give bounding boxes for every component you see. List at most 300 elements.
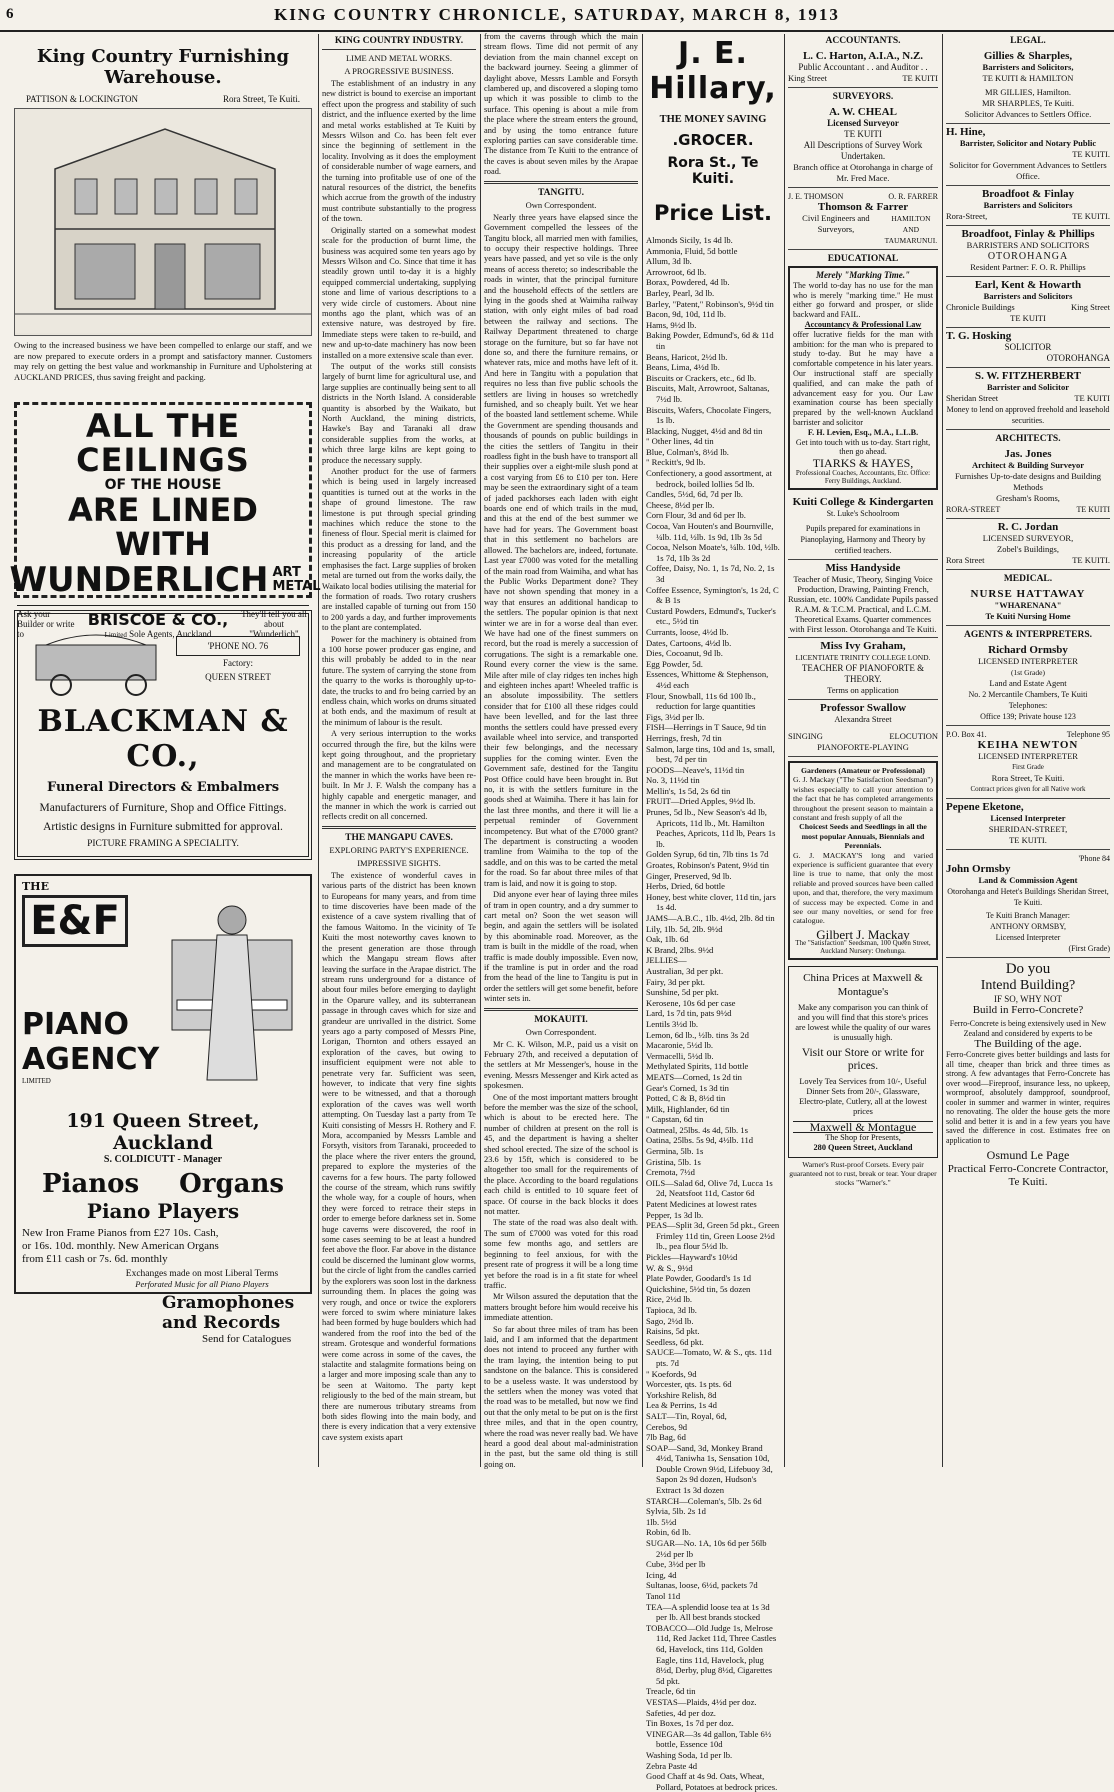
agency-word: AGENCY: [22, 1042, 160, 1077]
accountants-heading: ACCOUNTANTS.: [825, 36, 901, 46]
newspaper-title: KING COUNTRY CHRONICLE, SATURDAY, MARCH 8, 1913: [274, 5, 840, 24]
eketone-street: SHERIDAN-STREET,: [988, 824, 1068, 834]
price-list-item: Washing Soda, 1d per lb.: [646, 1749, 733, 1760]
price-list-item: Cerebos, 9d: [646, 1421, 688, 1432]
nursing-home: Te Kuiti Nursing Home: [985, 611, 1071, 621]
piano-manager: S. COLDICUTT - Manager: [103, 1154, 223, 1165]
jones-text: Furnishes Up-to-date designs and Building Methods: [955, 471, 1101, 492]
price-list-item: Custard Powders, Edmund's, Tucker's etc., 5½d tin: [646, 605, 776, 627]
price-list-item: Zebra Paste 4d: [646, 1760, 698, 1771]
architects-heading: ARCHITECTS.: [995, 434, 1061, 444]
bfp-name: Broadfoot, Finlay & Phillips: [961, 228, 1095, 240]
price-list-item: Ginger, Preserved, 9d lb.: [646, 870, 732, 881]
medical-heading: MEDICAL.: [1003, 574, 1053, 584]
cheal-role: Licensed Surveyor: [827, 118, 899, 128]
price-list-item: Mellin's, 1s 5d, 2s 6d tin: [646, 785, 731, 796]
article-paragraph: So far about three miles of tram has been laid, and I am informed that the department does not intend to proceed any further with the tram laying, the intention being to put sandstone on the balance. This is considered to be a useless waste. It was understood by the settlers when the money was voted that the road was to be metalled, but now we find out that the only metal to be put on is the first three miles, and that in the open country, where the road was never really bad. We have heard a good deal about mal-administration in the past, but the same old thing is still going on.: [484, 1324, 638, 1469]
price-list-item: Cheese, 8½d per lb.: [646, 499, 715, 510]
price-list-item: Honey, best white clover, 11d tin, jars 1s 4d.: [646, 891, 776, 913]
article-paragraph: Mr Wilson assured the deputation that the matters brought before him would receive his immediate attention.: [484, 1292, 638, 1323]
broadfoot-street: Rora-Street,: [946, 211, 988, 221]
column-2-articles: [322, 32, 476, 1469]
price-list-item: Lily, 1lb. 5d, 2lb. 9½d: [646, 923, 723, 934]
mokauiti-body: [484, 1040, 638, 1471]
branch-grade: (First Grade): [1068, 944, 1110, 953]
fc-text2: Ferro-Concrete gives better buildings and lasts for all time, cheaper than brick and three times as strong. A few advantages that Ferro-Concrete has over wood—Fireproof, insurance less, no upkeep, wormproof, absolutely dampproof, soundproof, cooler in summer and warmer in winter, requires no renovating. The older the house gets the more solid and better it is and in a few years you have saved the difference in cost. Estimates free on application to: [946, 1050, 1110, 1145]
price-list-item: Kerosene, 10s 6d per case: [646, 997, 736, 1008]
john-addr: Otorohanga and Hetet's Buildings Sheridan Street, Te Kuiti.: [947, 887, 1109, 907]
column-4-price-list: [646, 32, 780, 1792]
column-6-legal: [946, 32, 1110, 1469]
jones-town: TE KUITI: [1076, 505, 1110, 514]
article-paragraph: A very serious interruption to the works occurred through the fire, but the kilns were kept going throughout, and the proprietary and management are to be congratulated on the manner in which the works have been re-built. In Mr J. F. Walsh the company has a highly capable and energetic manager, and the manner in which the work is carried out reflects credit on all concerned.: [322, 729, 476, 822]
wunderlich-line1: ALL THE CEILINGS: [76, 407, 250, 479]
mokauiti-title: MOKAUITI.: [534, 1014, 588, 1025]
wunderlich-ad: [9, 402, 321, 639]
price-list-item: 7lb Bag, 6d: [646, 1432, 686, 1443]
price-list-item: Barley, Pearl, 3d lb.: [646, 287, 715, 298]
price-list-item: Egg Powder, 5d.: [646, 658, 703, 669]
gardeners-text: G. J. Mackay ("The Satisfaction Seedsman") wishes especially to call your attention to the fact that he has completed arrangements throughout the present season to maintain a constant and fresh supply of all the: [793, 775, 933, 822]
price-list-item: Cocoa, Nelson Moate's, ¼lb. 10d, ½lb. 1s 7d, 1lb 3s 2d: [646, 542, 780, 563]
column-rule: [942, 34, 943, 1467]
price-list-item: Sylvia, 5lb. 2s 1d: [646, 1506, 706, 1517]
piano-the: THE: [22, 880, 49, 893]
article-paragraph: Another product for the use of farmers which is being used in largely increased quantities is turned out at the works in the shape of ground limestone. The raw limestone is put through special grinding machines which reduce the stone to the fineness of flour. Special merit is claimed for this product as a dressing for land, and the increasing popularity of the article emphasises the fact. Large supplies of broken metal are turned out from the works daily, the Waikato local bodies utilising the material for the formation of roads. Two rotary crushers are installed capable of turning out from 150 to 200 yards a day, and further improvements to the plant are contemplated.: [322, 467, 476, 633]
price-list-item: Gristina, 5lb. 1s: [646, 1156, 701, 1167]
price-list-item: Cremota, 7½d: [646, 1167, 695, 1178]
column-rule: [784, 34, 785, 1467]
industry-body: [322, 79, 476, 823]
price-list-item: Herrings, fresh, 7d tin: [646, 732, 722, 743]
blackman-ad: [14, 610, 312, 860]
wunderlich-tell: They'll tell you all about "Wunderlich": [241, 609, 307, 639]
bfp-role: BARRISTERS AND SOLICITORS: [966, 240, 1090, 250]
price-list-item: Borax, Powdered, 4d lb.: [646, 277, 730, 288]
masthead: [0, 0, 1114, 32]
fitz-money: Money to lend on approved freehold and leasehold securities.: [946, 405, 1110, 425]
china-text: Make any comparison you can think of and you will find that this store's prices are lowest while the quality of our wares is unusually high.: [795, 1003, 931, 1043]
price-list-item: Arrowroot, 6d lb.: [646, 266, 707, 277]
price-list-item: FRUIT—Dried Apples, 9½d lb.: [646, 796, 756, 807]
price-list-item: Yorkshire Relish, 8d: [646, 1389, 717, 1400]
furnishing-title: King Country Furnishing Warehouse.: [36, 46, 290, 88]
price-list-item: Confectionery, a good assortment, at bedrock, boiled lollies 5d lb.: [646, 468, 772, 489]
maxwell-ad: [788, 966, 938, 1158]
jones-rooms: Gresham's Rooms,: [996, 493, 1060, 503]
article-paragraph: Mr C. K. Wilson, M.P., paid us a visit on February 27th, and received a deputation of the settlers at Mr Messenger's, house in the evening. Messrs Messenger and Kirk acted as spokesmen.: [484, 1039, 638, 1091]
price-list-item: Gear's Corned, 1s 3d tin: [646, 1082, 729, 1093]
price-list-item: Icing, 4d: [646, 1569, 677, 1580]
warehouse-illustration: [14, 108, 312, 336]
newton-grade: First Grade: [1012, 763, 1044, 771]
industry-sub1: LIME AND METAL WORKS.: [345, 53, 453, 63]
educational-heading: EDUCATIONAL: [827, 254, 899, 264]
column-rule: [318, 34, 319, 1467]
column-3-articles: [484, 32, 638, 1469]
piano-catalogues: Send for Catalogues: [202, 1333, 292, 1345]
st-lukes: St. Luke's Schoolroom: [826, 508, 900, 518]
ekh-name: Earl, Kent & Howarth: [974, 279, 1082, 291]
price-list-item: Herbs, Dried, 6d bottle: [646, 881, 725, 892]
piano-players: Piano Players: [86, 1199, 240, 1223]
price-list-item: Lard, 1s 7d tin, pats 9½d: [646, 1008, 732, 1019]
price-list-item: Methylated Spirits, 11d bottle: [646, 1061, 749, 1072]
price-list-item: Hams, 9½d lb.: [646, 319, 697, 330]
price-list-item: Rice, 2½d lb.: [646, 1294, 693, 1305]
maxwell-sub: The Shop for Presents,: [825, 1133, 901, 1143]
college-pupils: Pupils prepared for examinations in Pianoplaying, Harmony and Theory by certified teachers.: [800, 523, 926, 555]
hosking-town: OTOROHANGA: [1046, 353, 1110, 363]
price-list-item: SOAP—Sand, 3d, Monkey Brand 4½d, Taniwha 1s, Sensation 10d, Double Crown 9½d, Lifebuoy 3d, Sapon 2s 9d dozen, Hudson's Extract 1s 3d dozen: [646, 1442, 773, 1496]
gillies-role: Barristers and Solicitors,: [982, 62, 1074, 72]
price-list-item: SAUCE—Tomato, W. & S., qts. 11d pts. 7d: [646, 1347, 772, 1368]
bfp-partner: Resident Partner: F. O. R. Phillips: [970, 262, 1086, 272]
column-5-directory: [788, 32, 938, 1469]
price-list-item: TOBACCO—Old Judge 1s, Melrose 11d, Red Jacket 11d, Three Castles 6d, Havelock, tins 11d, Golden Eagle, tins 11d, Havelock, plug 8½d, Derby, plug 8½d, Cigarettes 5d pkt.: [646, 1622, 777, 1686]
industry-title: KING COUNTRY INDUSTRY.: [334, 36, 464, 46]
branch-name: ANTHONY ORMSBY,: [989, 922, 1066, 931]
marking-title: Merely "Marking Time.": [816, 270, 910, 280]
wunderlich-brand: WUNDERLICH: [9, 560, 269, 600]
cheal-name: A. W. CHEAL: [829, 106, 897, 118]
article-paragraph: The existence of wonderful caves in various parts of the district has been known to Europeans for many years, and from time to time discoveries have been made of the existence of a cave system rivalling that of the famous Waitomo. In the vicinity of Te Kuiti the most noteworthy caves known to the present generation are those through which the Mangapu stream flows after leaving the surface in the Arapae district. The stream runs underground for a distance of about four miles before emerging to daylight in the Oparure valley, and its subterranean passage in through caves which for size and grandeur are unrivalled in the district. Some years ago a party composed of Messrs Pine, Lorigan, Thornton and others essayed an exploration of the caves, but owing to insufficient equipment were not able to penetrate very far. Sufficient was seen, however, to indicate that very fine sights were to be witnessed, and that a thorough exploration of the caves was well worth attempting. On Tuesday last a party from Te Kuiti consisting of Messrs H. Rothery and F. Mora, accompanied by Messrs Lamble and Forsyth, visitors from Taranaki, proceeded to the place where the river enters the ground, prepared to explore the mysteries of the caverns for a few hours. The party followed the course of the stream, which runs swiftly the whole way, for a couple of hours, when they were forced to retrace their steps in order to emerge before darkness set in. Some huge caverns were discovered, the roof in some cases seeming to be at least a hundred feet above the floor. Far above in the distance could be discerned the luminant glow worms, but the circle of light from the candles carried by the explorers was soon lost in the darkness surrounding them. In places the going was very rough, and once or twice the explorers were forced to swim where miniature lakes had been formed by huge boulders which had wandered from the roof into the bed of the stream. Grotesque and wonderful formations were come across in some of the caves, the stalactite and stalagmite formations being on a larger and more imposing scale than any to be seen at Waitomo. The party kept religiously to the bed of the main stream, but there are numerous tributary streams from both sides flowing into the main body, and there is every indication that a very extensive cave system exists apart: [322, 870, 476, 1442]
price-list-item: STARCH—Coleman's, 5lb. 2s 6d: [646, 1495, 762, 1506]
price-list-item: Robin, 6d lb.: [646, 1527, 691, 1538]
tf-name: Thomson & Farrer: [817, 201, 909, 213]
organs-word: Organs: [179, 1169, 285, 1199]
ef-logo: E&F: [22, 895, 128, 947]
piano-exchanges: Exchanges made on most Liberal Terms: [125, 1269, 279, 1279]
piano-music: Perforated Music for all Piano Players: [135, 1279, 269, 1289]
branch-manager: Te Kuiti Branch Manager:: [985, 911, 1071, 920]
china-title: China Prices at Maxwell & Montague's: [803, 972, 923, 999]
price-list-item: JELLIES—: [646, 955, 687, 966]
price-list-item: Salmon, large tins, 10d and 1s, small, best, 7d per tin: [646, 743, 775, 765]
column-rule: [480, 34, 481, 1467]
mokauiti-correspondent: Own Correspondent.: [525, 1026, 597, 1037]
wunderlich-line3: ARE LINED WITH: [68, 491, 258, 563]
ekh-street: King Street: [1071, 302, 1110, 312]
ormsby-role: LICENSED INTERPRETER: [978, 656, 1078, 666]
newton-contract: Contract prices given for all Native work: [970, 785, 1086, 793]
ormsby-tel2: Office 139; Private house 123: [980, 712, 1076, 721]
ormsby-name: Richard Ormsby: [988, 644, 1068, 656]
swallow-singing: SINGING: [788, 730, 823, 741]
price-list-item: VINEGAR—3s 4d gallon, Table 6½ bottle, Essence 10d: [646, 1728, 772, 1750]
price-list-item: Oatina, 25lbs. 5s 9d, 4½lb. 11d: [646, 1135, 754, 1146]
price-list-item: Biscuits, Malt, Arrowroot, Saltanas, 7½d lb.: [646, 383, 770, 404]
price-list-item: Allum, 3d lb.: [646, 256, 692, 267]
price-list-item: Bacon, 9d, 10d, 11d lb.: [646, 309, 726, 320]
price-list-item: Figs, 3½d per lb.: [646, 711, 705, 722]
gillies-line1: MR GILLIES, Hamilton.: [985, 87, 1071, 97]
price-list-item: Tanol 11d: [646, 1591, 681, 1601]
harton-street: King Street: [788, 73, 827, 83]
wunderlich-art-metal: ART METAL: [272, 565, 321, 594]
price-list-item: MEATS—Corned, 1s 2d tin: [646, 1071, 742, 1082]
price-list-item: No. 3, 11½d tin: [646, 775, 700, 786]
tf-role: Civil Engineers and Surveyors,: [802, 213, 870, 234]
broadfoot-town: TE KUITI.: [1072, 211, 1110, 221]
column-1-ads: [9, 32, 321, 1469]
price-list-item: Golden Syrup, 6d tin, 7lb tins 1s 7d: [646, 849, 769, 860]
farrer-name: O. R. FARRER: [888, 192, 938, 201]
do-you: Do you: [1005, 961, 1051, 977]
maxwell-name: Maxwell & Montague: [793, 1121, 933, 1133]
warners-ad: Warner's Rust-proof Corsets. Every pair guaranteed not to rust, break or tear. Your draper stocks "Warner's.": [789, 1160, 937, 1188]
graham-name: Miss Ivy Graham,: [820, 639, 906, 652]
price-list-item: Fairy, 3d per pkt.: [646, 976, 705, 987]
marking-text2: offer lucrative fields for the man with ambition: for the man who is prepared to study to-day. But he may have a comfortable competence in his later years. Our instructional staff are specially qualified, and can make the path of advancement easy for you. Our Law examination course has been specially prepared by the well-known Auckland barrister and solicitor: [793, 329, 933, 427]
gillies-town: TE KUITI & HAMILTON: [982, 73, 1074, 83]
piano-address: 191 Queen Street, Auckland: [66, 1110, 260, 1154]
article-paragraph: The output of the works still consists largely of burnt lime for agricultural use, and large supplies are continually being sent to all districts in the North Island. A considerable quantity is absorbed by the Waikato, but North Auckland, the mining districts, Hawke's Bay and Taranaki all draw considerable supplies from the works, at which three large kilns are kept going to produce the necessary supply.: [322, 361, 476, 465]
fitz-name: S. W. FITZHERBERT: [975, 370, 1081, 382]
price-list-item: Cube, 3½d per lb: [646, 1559, 706, 1570]
mackay-sub: The "Satisfaction" Seedsman, 100 Queen Street, Auckland Nursery: Onehunga.: [795, 939, 931, 956]
price-list-item: Patent Medicines at lowest rates: [646, 1199, 757, 1210]
phone84: 'Phone 84: [1078, 854, 1110, 863]
price-list-item: " Capstan, 6d tin: [646, 1114, 704, 1125]
osmund-role: Practical Ferro-Concrete Contractor, Te Kuiti.: [947, 1163, 1109, 1188]
ekh-role: Barristers and Solicitors: [983, 291, 1073, 301]
hillary-grocer: .GROCER.: [672, 131, 754, 149]
piano-agency-ad: [14, 874, 312, 1345]
tangitu-correspondent: Own Correspondent.: [525, 199, 597, 210]
briscoe-limited: Limited: [104, 630, 127, 639]
price-list-item: Macaronie, 5½d lb.: [646, 1040, 714, 1051]
price-list-item: Tapioca, 3d lb.: [646, 1304, 697, 1315]
furnishing-text: Owing to the increased business we have been compelled to enlarge our staff, and we are now prepared to execute orders in a prompt and satisfactory manner. Customers may rely on getting the best value and workmanship in Furniture and Upholstering at AUCKLAND PRICES, thus saving freight and packing.: [14, 340, 312, 382]
piano-terms: New Iron Frame Pianos from £27 10s. Cash, or 16s. 10d. monthly. New American Organs from £11 cash or 7s. 6d. monthly: [22, 1227, 219, 1265]
tangitu-title: TANGITU.: [537, 187, 584, 198]
fitz-role: Barrister and Solicitor: [987, 382, 1069, 392]
swallow-street: Alexandra Street: [834, 713, 892, 724]
mackay-ad: [788, 761, 938, 960]
price-list-item: Essences, Whittome & Stephenson, 4½d each: [646, 669, 769, 690]
price-list-item: Potted, C & B, 8½d tin: [646, 1093, 726, 1104]
cheal-branch: Branch office at Otorohanga in charge of Mr. Fred Mace.: [793, 162, 933, 183]
marking-person: F. H. Levien, Esq., M.A., L.L.B.: [807, 427, 919, 437]
fitz-street: Sheridan Street: [946, 393, 999, 403]
nurse-name: NURSE HATTAWAY: [970, 588, 1086, 600]
hine-town: TE KUITI.: [1072, 149, 1110, 159]
price-list-item: Sago, 2½d lb.: [646, 1315, 694, 1326]
jones-name: Jas. Jones: [1004, 448, 1052, 460]
tiarks-ad: [788, 266, 938, 490]
price-list-item: Sultanas, loose, 6½d, packets 7d: [646, 1580, 758, 1591]
price-list-title: Price List.: [653, 201, 773, 225]
price-list-item: Seedless, 6d pkt.: [646, 1336, 704, 1347]
eketone-role: Licensed Interpreter: [990, 813, 1066, 823]
piano-limited: LIMITED: [22, 1077, 51, 1085]
wunderlich-line2: OF THE HOUSE: [104, 477, 222, 493]
hine-name: H. Hine,: [946, 126, 986, 138]
fitz-town: TE KUITI: [1074, 393, 1110, 403]
industry-sub2: A PROGRESSIVE BUSINESS.: [344, 66, 454, 76]
caves-title: THE MANGAPU CAVES.: [345, 832, 453, 843]
price-list-item: Lentils 3½d lb.: [646, 1018, 699, 1029]
harton-role: Public Accountant . . and Auditor . .: [798, 62, 928, 72]
legal-heading: LEGAL.: [1010, 36, 1046, 46]
price-list-item: PEAS—Split 3d, Green 5d pkt., Green Frimley 11d tin, Green Loose 2½d lb., pea flour 5½d lb.: [646, 1220, 780, 1252]
furnishing-address: Rora Street, Te Kuiti.: [223, 94, 300, 104]
fc-bold: The Building of the age.: [974, 1038, 1082, 1050]
price-list-item: Dates, Cartoons, 4½d lb.: [646, 637, 732, 648]
price-list-item: Germina, 5lb. 1s: [646, 1146, 704, 1157]
briscoe-sole: Sole Agents, Auckland: [129, 628, 212, 639]
gillies-line2: MR SHARPLES, Te Kuiti.: [981, 98, 1075, 108]
furnishing-ad: [14, 46, 312, 390]
ormsby-grade: (1st Grade): [1011, 668, 1045, 677]
ormsby-land: Land and Estate Agent: [989, 678, 1067, 688]
price-list-item: " Other lines, 4d tin: [646, 436, 714, 447]
article-paragraph: One of the most important matters brought before the member was the size of the school, which is about to be erected here. The number of children at present on the roll is 45, and the department is having a shelter shed school erected. The size of the school is 23.6 by 15ft, which is considered to be altogether too small for the requirements of the place. According to the board regulations each child is entitled to 10 square feet of space. Of course in the back blocks it does not matter.: [484, 1092, 638, 1217]
blackman-funeral: Funeral Directors & Embalmers: [46, 780, 280, 795]
price-list-item: OILS—Salad 6d, Olive 7d, Lucca 1s 2d, Neatsfoot 11d, Castor 6d: [646, 1177, 773, 1199]
price-list-item: Biscuits or Crackers, etc., 6d lb.: [646, 372, 757, 383]
article-paragraph: The state of the road was also dealt with. The sum of £7000 was voted for this road some few months ago, and settlers are beginning to feel anxious, for with the present rate of progress it will be a long time yet before the road is in a fit state for wheel traffic.: [484, 1218, 638, 1290]
marking-text: The world to-day has no use for the man who is merely "marking time." He must either go forward and prosper, or slide backward and FAIL.: [793, 280, 933, 320]
price-list-item: Corn Flour, 3d and 6d per lb.: [646, 510, 746, 521]
price-list-item: Oak, 1lb. 6d: [646, 934, 689, 945]
gillies-name: Gillies & Sharples,: [983, 50, 1073, 62]
column-rule: [642, 34, 643, 1467]
china-visit: Visit our Store or write for prices.: [801, 1047, 925, 1073]
page-number: 6: [6, 6, 14, 22]
caves-sub1: EXPLORING PARTY'S EXPERIENCE.: [329, 844, 469, 855]
price-list-item: Plate Powder, Goodard's 1s 1d: [646, 1273, 752, 1284]
ormsby-addr: No. 2 Mercantile Chambers, Te Kuiti: [968, 690, 1088, 699]
tangitu-body: [484, 213, 638, 1005]
branch-role: Licensed Interpreter: [995, 933, 1061, 942]
price-list-item: FOODS—Neave's, 11½d tin: [646, 764, 745, 775]
newton-name: KEIHA NEWTON: [977, 739, 1079, 751]
harton-town: TE KUITI: [902, 73, 938, 83]
thomson-name: J. E. THOMSON: [788, 192, 844, 201]
price-list-item: W. & S., 9½d: [646, 1262, 693, 1273]
hillary-tagline: THE MONEY SAVING: [659, 114, 767, 125]
ferro-concrete-ad: [946, 961, 1110, 1189]
price-list-item: Raisins, 5d pkt.: [646, 1326, 700, 1337]
newton-role: LICENSED INTERPRETER: [978, 751, 1078, 761]
bfp-town: OTOROHANGA: [987, 251, 1069, 262]
price-list-item: Pepper, 1s 3d lb.: [646, 1209, 704, 1220]
osmund-name: Osmund Le Page: [986, 1148, 1070, 1162]
hosking-role: SOLICITOR: [1004, 342, 1052, 352]
price-list-item: " Reckitt's, 9d lb.: [646, 457, 706, 468]
price-list-item: Groates, Robinson's Patent, 9½d tin: [646, 860, 770, 871]
price-list-item: SALT—Tin, Royal, 6d,: [646, 1410, 727, 1421]
hosking-name: T. G. Hosking: [946, 330, 1012, 342]
po-box: P.O. Box 41.: [946, 730, 987, 739]
pianos-word: Pianos: [41, 1169, 140, 1199]
jordan-name: R. C. Jordan: [997, 521, 1059, 533]
swallow-piano: PIANOFORTE-PLAYING: [817, 741, 909, 752]
article-paragraph: Power for the machinery is obtained from a 100 horse power producer gas engine, and this will probably be added to in the near future. The system of carrying the stone from the quarry to the works is thoroughly up-to-date, the trucks to and fro being carried by an endless chain, which works on drums situated at both ends, and the maximum of result at the minimum of labour is the result.: [322, 634, 476, 727]
briscoe-name: BRISCOE & CO.,: [87, 609, 229, 629]
ekh-town: TE KUITI: [1010, 313, 1046, 323]
warehouse-building-image: [15, 109, 311, 333]
hine-sub: Solicitor for Government Advances to Settlers Office.: [949, 160, 1107, 181]
graham-terms: Terms on application: [827, 684, 899, 695]
jordan-street: Rora Street: [946, 555, 985, 565]
jordan-town: TE KUITI.: [1072, 555, 1110, 565]
hillary-name: J. E. Hillary,: [649, 36, 777, 106]
caves-body: [322, 871, 476, 1443]
tf-towns: HAMILTON AND TAUMARUNUI.: [884, 214, 938, 245]
swallow-elocution: ELOCUTION: [889, 730, 938, 741]
blackman-factory: Factory:: [223, 658, 253, 668]
if-so: IF SO, WHY NOT: [993, 994, 1062, 1004]
pianist-illustration: [162, 880, 302, 1110]
price-list-item: Dies, Cocoanut, 9d lb.: [646, 648, 723, 659]
price-list-item: Safeties, 4d per doz.: [646, 1707, 716, 1718]
price-list-item: Prunes, 5d lb., New Season's 4d lb, Apricots, 11d lb., Mt. Hamilton Peaches, Apricots, 11d lb, Pears 1s lb.: [646, 807, 776, 849]
blackman-phone: 'PHONE NO. 76: [176, 636, 300, 656]
blackman-framing: PICTURE FRAMING A SPECIALITY.: [87, 839, 239, 849]
price-list-item: Sunshine, 5d per pkt.: [646, 987, 719, 998]
price-list-item: Baking Powder, Edmund's, 6d & 11d tin: [646, 330, 774, 351]
jordan-bldg: Zobel's Buildings,: [997, 544, 1059, 554]
gardeners-text2: G. J. MACKAY'S long and varied experience is sufficient guarantee that every line is true to name, that only the most reliable and proved sources have been called upon, and that, therefore, the very maximum of success may be expected. Come in and see our many novelties, or send for free catalogue.: [793, 850, 933, 926]
price-list-item: Beans, Lima, 4½d lb.: [646, 362, 720, 373]
maxwell-addr: 280 Queen Street, Auckland: [813, 1143, 913, 1153]
mackay-name: Gilbert J. Mackay: [816, 926, 910, 942]
jones-role: Architect & Building Surveyor: [972, 460, 1084, 470]
hine-role: Barrister, Solicitor and Notary Public: [959, 138, 1097, 148]
agents-heading: AGENTS & INTERPRETERS.: [963, 630, 1092, 640]
price-list-item: JAMS—A.B.C., 1lb. 4½d, 2lb. 8d tin: [646, 913, 775, 923]
price-list-item: Treacle, 6d tin: [646, 1686, 696, 1697]
price-list-item: Beans, Haricot, 2½d lb.: [646, 351, 728, 362]
wharenana: "WHARENANA": [994, 600, 1062, 610]
kuiti-college: Kuiti College & Kindergarten: [792, 495, 934, 508]
eketone-town: TE KUITI.: [1009, 835, 1047, 845]
price-list-item: Vermacelli, 5½d lb.: [646, 1050, 714, 1061]
caves-continued: from the caverns through which the main stream flows. Time did not permit of any deviation from the main channel except on the backward journey. Seeing a glimmer of daylight above, Messrs Lamble and Forsyth clambered up, and discovered a sloping tomo up which it was possible to climb to the surface. This opening is about a mile from the place where the stream enters the ground, and by using the tomo entrance future exploring parties can save considerable time. The distance from Te Kuiti to the entrance of the caves is about seven miles by the Arapae road.: [484, 32, 638, 177]
john-ormsby: John Ormsby: [946, 863, 1011, 875]
price-list-item: K Brand, 2lbs. 9½d: [646, 944, 714, 955]
tiarks-name: TIARKS & HAYES,: [812, 456, 914, 471]
blackman-factory-addr: QUEEN STREET: [205, 672, 271, 682]
gardeners-title: Gardeners (Amateur or Professional): [800, 765, 926, 775]
marking-cta: Get into touch with us to-day. Start right, then go ahead.: [795, 437, 931, 457]
price-list-item: Australian, 3d per pkt.: [646, 965, 724, 976]
intend-building: Intend Building?: [980, 978, 1076, 993]
ekh-bldg: Chronicle Buildings: [946, 302, 1015, 312]
price-list-item: Oatmeal, 25lbs. 4s 4d, 5lb. 1s: [646, 1124, 748, 1135]
price-list-item: Blacking, Nugget, 4½d and 8d tin: [646, 425, 763, 436]
cheal-desc: All Descriptions of Survey Work Undertaken.: [803, 140, 923, 161]
price-list-item: Lea & Perrins, 1s 4d: [646, 1400, 717, 1411]
article-paragraph: Nearly three years have elapsed since the Government compelled the lessees of the Tangitu block, all married men with families, to occupy their respective holdings. Three years have passed, and yet so vile is the only means of access thereto; so indescribable the roads in winter, that the principal furniture and the household effects of the settlers are lying in the goods shed at Waimiha railway station, with only eight miles of bad road between the railway and sections. The Railway Department threatened to charge storage on the furniture, but so far have not done so, and there the furniture remains, or whatever rats, mice and moths have left of it. And here in Tangitu with a population that requires no less than five public schools the settlers are living in houses so wretchedly furnished, and so cheaply built. Yet we hear of the boasted land settlement scheme. While the Government are spending thousands and thousands of pounds on public buildings in the cities the settlers of Tangitu in their roadless fight in the bush have to transport all their supplies over a eight-mile slush pond at a cost varying from £6 to £10 per ton. Here may be seen the extraordinary sight of a team of jaded packhorses each laden with eight boards one end of which trails in the mud, and this at the end of the best summer we have had for years. The Government boast that in this settlement no bachelors are allowed. The bachelors are, indeed, fortunate. Last year £7000 was voted for the metalling of the main road from Waimiha, and what has the Public Works Department done? They have not shown spending that money in a way that ensures an additional handicap to the settlers. The popular opinion is that next winter we are in for a worse deal than ever. We have had one of the finest summers on record, but the road is merely a succession of corrugations. The sight is a remarkable one. Round every corner the view is the same. Mile after mile of clay ridges ten inches high and eighteen inches apart! Wheeled traffic is an absolute impossibility. The settlers consider that for £100 all these ridges could have been levelled, and for the last three months the settlers could have pressed every available wheel into service, and transported their few belongings, and the necessary supplies for the coming winter. Even the Government safe, destined for the Tangitu Post Office could have been brought in. But no, it is with the settlers furniture in the goods shed at Waimiha. There it has lain for the last three months, and there it will lie a perpetual reminder of Government incompetency. But what of the £7000 grant? The department is constructing a wooden tramline from Waimiha to the top of the saddle, and on this was to be carted the metal for the road. So far about three miles of that tram is laid, and now it is going to stop.: [484, 212, 638, 888]
hillary-address: Rora St., Te Kuiti.: [667, 155, 759, 187]
price-list-item: " Koefords, 9d: [646, 1368, 697, 1379]
price-list-item: Tin Boxes, 1s 7d per doz.: [646, 1718, 734, 1729]
build-in: Build in Ferro-Concrete?: [972, 1004, 1084, 1016]
price-list-item: Flour, Snowball, 11s 6d 100 lb., reduction for large quantities: [646, 690, 756, 712]
price-list-items: [646, 235, 780, 1792]
surveyors-heading: SURVEYORS.: [832, 92, 894, 102]
price-list-item: Biscuits, Wafers, Chocolate Fingers, 1s lb.: [646, 404, 772, 426]
price-list-item: Currants, loose, 4½d lb.: [646, 626, 729, 637]
price-list-item: Almonds Sicily, 1s 4d lb.: [646, 235, 733, 245]
tiarks-sub: Professional Coaches, Accountants, Etc. Office: Ferry Buildings, Auckland.: [795, 468, 931, 485]
price-list-item: Coffee Essence, Symington's, 1s 2d, C & B 1s: [646, 584, 779, 606]
newton-addr: Rora Street, Te Kuiti.: [991, 773, 1065, 783]
